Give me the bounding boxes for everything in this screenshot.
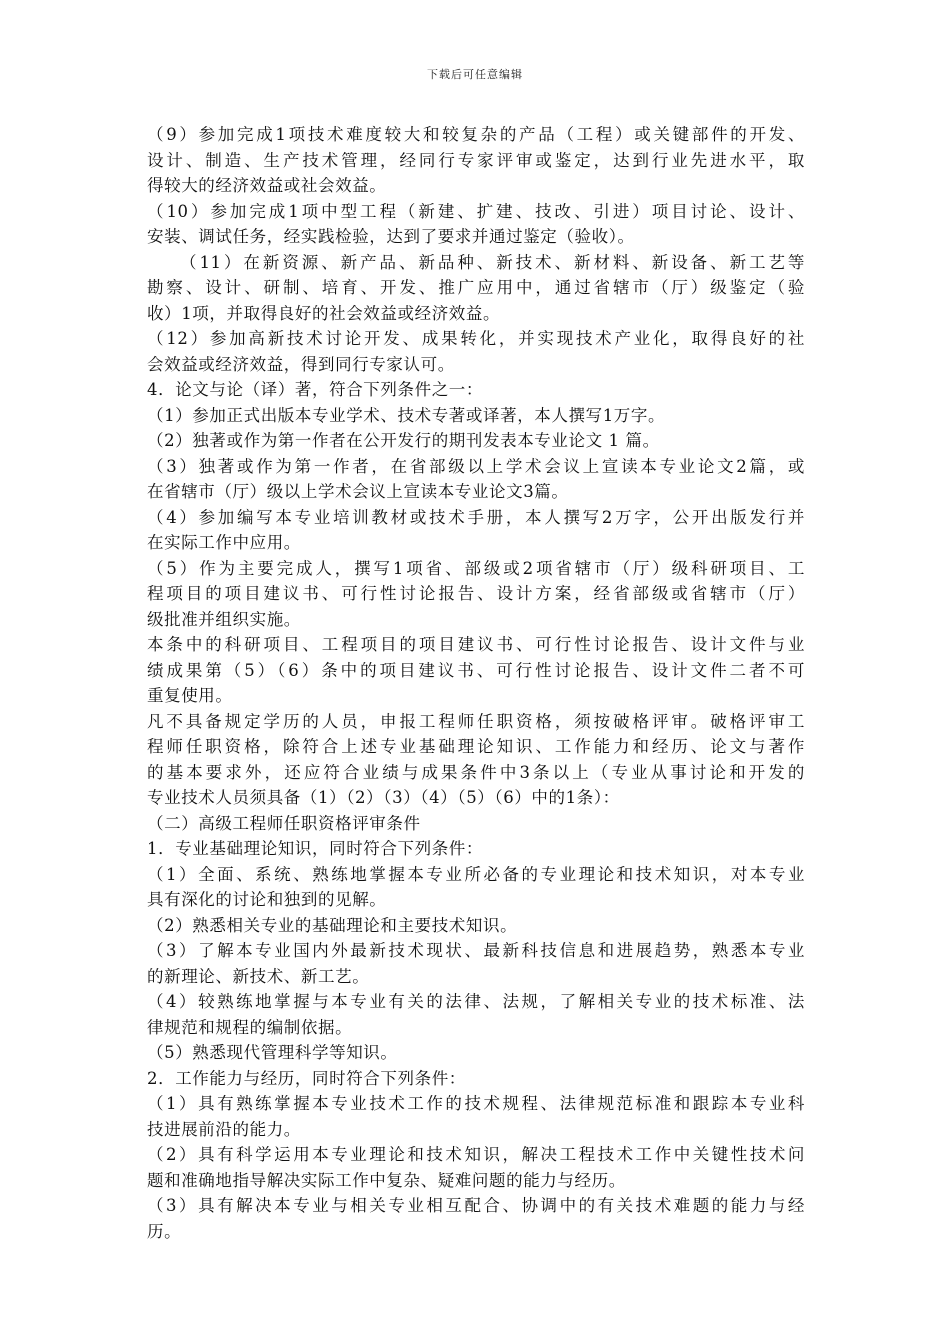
- text-line: 律规范和规程的编制依据。: [147, 1017, 353, 1037]
- text-line: 会效益或经济效益，得到同行专家认可。: [147, 354, 455, 374]
- document-body: [147, 122, 805, 1244]
- text-line: （2）具有科学运用本专业理论和技术知识，解决工程技术工作中关键性技术问: [147, 1145, 805, 1164]
- text-line: 程师任职资格，除符合上述专业基础理论知识、工作能力和经历、论文与著作: [147, 737, 805, 756]
- text-line: 专业技术人员须具备（1）（2）（3）（4）（5）（6）中的1条）：: [147, 788, 620, 807]
- text-line: 技进展前沿的能力。: [147, 1119, 301, 1139]
- text-line: 程项目的项目建议书、可行性讨论报告、设计方案，经省部级或省辖市（厅）: [147, 584, 805, 603]
- text-line: （12）参加高新技术讨论开发、成果转化，并实现技术产业化，取得良好的社: [147, 329, 805, 348]
- text-line: （1）全面、系统、熟练地掌握本专业所必备的专业理论和技术知识，对本专业: [147, 864, 805, 884]
- text-line: 勘察、设计、研制、培育、开发、推广应用中，通过省辖市（厅）级鉴定（验: [147, 278, 805, 297]
- text-line: 级批准并组织实施。: [147, 609, 301, 629]
- text-line: 历。: [147, 1221, 182, 1241]
- text-line: 1．专业基础理论知识，同时符合下列条件：: [147, 839, 483, 858]
- text-line: （11）在新资源、新产品、新品种、新技术、新材料、新设备、新工艺等: [180, 252, 805, 272]
- text-line: 安装、调试任务，经实践检验，达到了要求并通过鉴定（验收）。: [147, 227, 635, 246]
- text-line: 在实际工作中应用。: [147, 533, 301, 552]
- text-line: （二）高级工程师任职资格评审条件: [147, 813, 421, 833]
- text-line: （5）熟悉现代管理科学等知识。: [147, 1043, 398, 1062]
- text-line: 绩成果第（5）（6）条中的项目建议书、可行性讨论报告、设计文件二者不可: [147, 660, 805, 680]
- text-line: 题和准确地指导解决实际工作中复杂、疑难问题的能力与经历。: [147, 1170, 626, 1190]
- text-line: （3）了解本专业国内外最新技术现状、最新科技信息和进展趋势，熟悉本专业: [147, 941, 805, 960]
- text-line: （3）具有解决本专业与相关专业相互配合、协调中的有关技术难题的能力与经: [147, 1196, 805, 1215]
- text-line: 的新理论、新技术、新工艺。: [147, 966, 370, 986]
- text-line: （3）独著或作为第一作者，在省部级以上学术会议上宣读本专业论文2篇，或: [147, 456, 805, 476]
- text-line: 凡不具备规定学历的人员，申报工程师任职资格，须按破格评审。破格评审工: [147, 711, 805, 731]
- text-line: （4）较熟练地掌握与本专业有关的法律、法规，了解相关专业的技术标准、法: [147, 992, 805, 1011]
- text-line: 4．论文与论（译）著，符合下列条件之一：: [147, 380, 483, 399]
- text-line: （5）作为主要完成人，撰写1项省、部级或2项省辖市（厅）级科研项目、工: [147, 558, 805, 578]
- text-line: 2．工作能力与经历，同时符合下列条件：: [147, 1068, 466, 1088]
- text-line: 得较大的经济效益或社会效益。: [147, 176, 387, 195]
- text-line: 本条中的科研项目、工程项目的项目建议书、可行性讨论报告、设计文件与业: [147, 635, 805, 654]
- text-line: 重复使用。: [147, 686, 233, 705]
- text-line: （1）参加正式出版本专业学术、技术专著或译著，本人撰写1万字。: [147, 405, 666, 425]
- text-line: （4）参加编写本专业培训教材或技术手册，本人撰写2万字，公开出版发行并: [147, 507, 805, 527]
- text-line: （2）独著或作为第一作者在公开发行的期刊发表本专业论文 1 篇。: [147, 431, 660, 450]
- text-line: 具有深化的讨论和独到的见解。: [147, 890, 387, 909]
- text-line: 设计、制造、生产技术管理，经同行专家评审或鉴定，达到行业先进水平，取: [147, 150, 805, 170]
- text-line: （1）具有熟练掌握本专业技术工作的技术规程、法律规范标准和跟踪本专业科: [147, 1094, 805, 1113]
- text-line: 在省辖市（厅）级以上学术会议上宣读本专业论文3篇。: [147, 482, 569, 501]
- text-line: （10）参加完成1项中型工程（新建、扩建、技改、引进）项目讨论、设计、: [147, 201, 805, 221]
- text-line: 收）1项，并取得良好的社会效益或经济效益。: [147, 303, 501, 323]
- page-header: 下载后可任意编辑: [427, 68, 523, 81]
- text-line: （9）参加完成1项技术难度较大和较复杂的产品（工程）或关键部件的开发、: [147, 125, 805, 144]
- text-line: （2）熟悉相关专业的基础理论和主要技术知识。: [147, 915, 518, 935]
- text-line: 的基本要求外，还应符合业绩与成果条件中3条以上（专业从事讨论和开发的: [147, 762, 805, 782]
